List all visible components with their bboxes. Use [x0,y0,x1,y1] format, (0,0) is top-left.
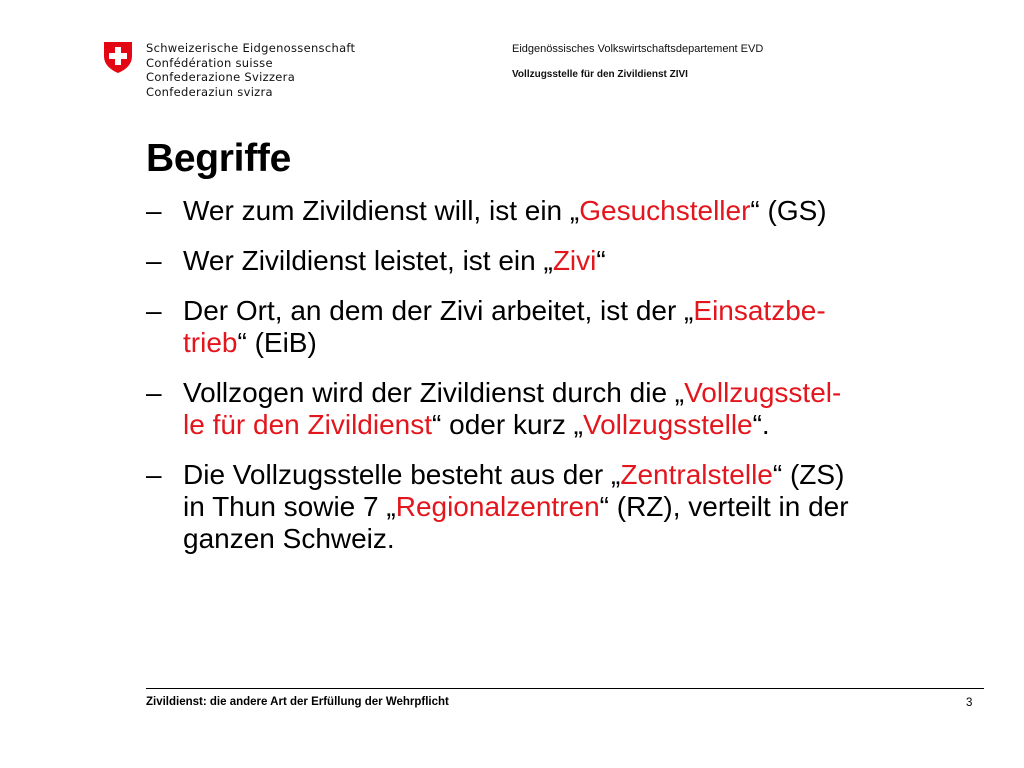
org-name-rm: Confederaziun svizra [146,84,273,99]
bullet-dash: – [146,377,162,408]
bullet-line [183,491,1006,523]
highlighted-term: Gesuchsteller [579,195,751,226]
highlighted-term: Zivi [552,245,597,276]
bullet-text: Vollzogen wird der Zivildienst durch die „ [183,377,685,408]
bullet-dash: – [146,295,162,326]
bullet-line [183,195,1006,227]
bullet-text: “ oder kurz „ [432,409,583,440]
org-name-de: Schweizerische Eidgenossenschaft [146,41,356,55]
bullet-item [146,377,1006,441]
highlighted-term: trieb [183,327,238,358]
bullet-list [146,195,1006,573]
bullet-text: “ [596,245,606,276]
bullet-item [146,195,1006,227]
swiss-coat-of-arms-icon [103,41,133,74]
slide-title: Begriffe [146,137,291,180]
highlighted-term: Zentralstelle [620,459,773,490]
bullet-dash: – [146,195,162,226]
highlighted-term: Vollzugsstelle [582,409,753,440]
highlighted-term: Vollzugsstel- [684,377,842,408]
org-name-it: Confederazione Svizzera [146,70,296,84]
bullet-item [146,459,1006,555]
bullet-text: Der Ort, an dem der Zivi arbeitet, ist der „ [183,295,694,326]
footer-divider [146,688,984,689]
bullet-line [183,523,1006,555]
bullet-text: Wer zum Zivildienst will, ist ein „ [183,195,580,226]
org-name-block [146,41,355,99]
footer-text: Zivildienst: die andere Art der Erfüllung der Wehrpflicht [146,696,449,708]
bullet-text: ganzen Schweiz. [183,523,395,554]
bullet-dash: – [146,245,162,276]
bullet-text: “. [752,409,770,440]
org-name-fr: Confédération suisse [146,55,273,70]
bullet-line [183,409,1006,441]
bullet-item [146,245,1006,277]
office-name: Vollzugsstelle für den Zivildienst ZIVI [512,69,688,80]
bullet-line [183,377,1006,409]
bullet-text: “ (ZS) [772,459,845,490]
bullet-line [183,459,1006,491]
bullet-text: Die Vollzugsstelle besteht aus der „ [183,459,621,490]
department-name: Eidgenössisches Volkswirtschaftsdepartement EVD [512,43,764,55]
highlighted-term: Regionalzentren [395,491,600,522]
bullet-line [183,295,1006,327]
bullet-text: Wer Zivildienst leistet, ist ein „ [183,245,553,276]
bullet-text: in Thun sowie 7 „ [183,491,396,522]
highlighted-term: le für den Zivildienst [183,409,433,440]
highlighted-term: Einsatzbe- [693,295,826,326]
page-number: 3 [966,697,973,709]
bullet-text: “ (GS) [750,195,827,226]
bullet-dash: – [146,459,162,490]
bullet-line [183,245,1006,277]
bullet-text: “ (RZ), verteilt in der [599,491,849,522]
bullet-text: “ (EiB) [237,327,317,358]
bullet-item [146,295,1006,359]
bullet-line [183,327,1006,359]
